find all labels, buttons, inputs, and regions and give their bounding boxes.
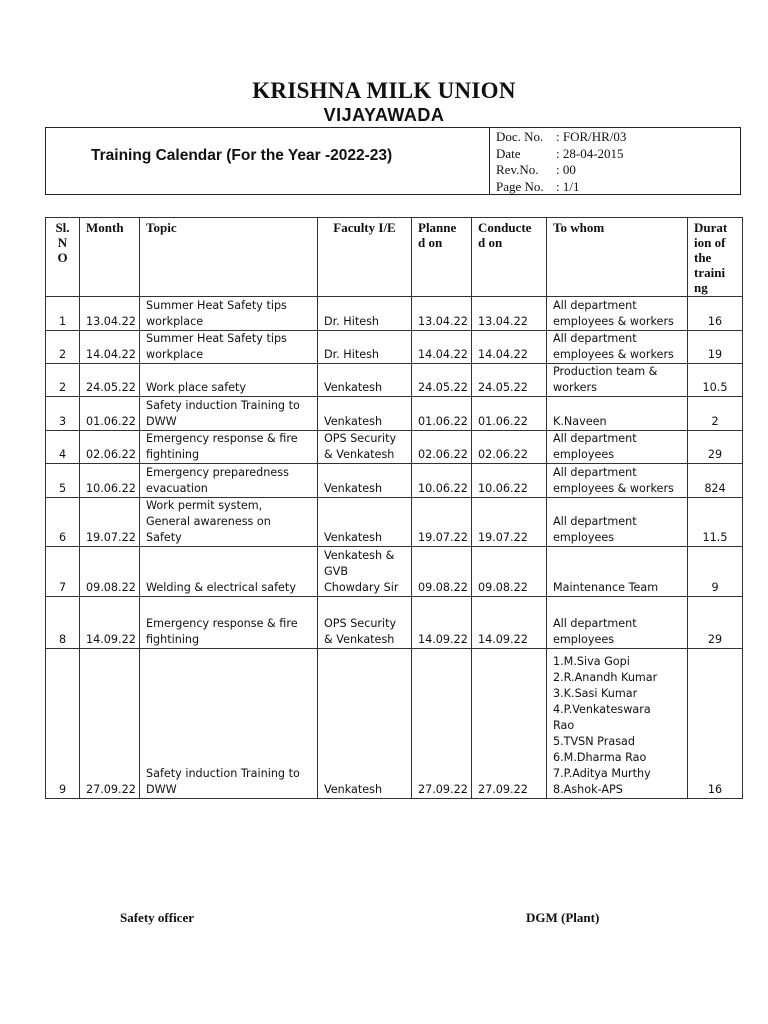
sl-no-cell: 1 xyxy=(46,297,80,331)
location-name: VIJAYAWADA xyxy=(323,105,445,125)
header-faculty: Faculty I/E xyxy=(318,218,412,297)
planned-on-cell: 14.04.22 xyxy=(412,331,472,364)
faculty-cell: OPS Security & Venkatesh xyxy=(318,431,412,464)
month-cell: 13.04.22 xyxy=(80,297,140,331)
planned-on-cell: 14.09.22 xyxy=(412,597,472,649)
date-label: Date xyxy=(496,145,521,161)
topic-cell: Emergency preparedness evacuation xyxy=(140,464,318,498)
to-whom-cell: All department employees & workers xyxy=(547,331,688,364)
document-control-info xyxy=(489,128,740,194)
month-cell: 09.08.22 xyxy=(80,547,140,597)
table-header-row xyxy=(46,218,743,297)
topic-cell: Emergency response & fire fightining xyxy=(140,431,318,464)
header-topic: Topic xyxy=(140,218,318,297)
conducted-on-cell: 24.05.22 xyxy=(472,364,547,397)
month-cell: 10.06.22 xyxy=(80,464,140,498)
faculty-cell: Venkatesh & GVB Chowdary Sir xyxy=(318,547,412,597)
document-header xyxy=(45,127,741,195)
to-whom-cell: All department employees & workers xyxy=(547,297,688,331)
to-whom-cell: 1.M.Siva Gopi 2.R.Anandh Kumar 3.K.Sasi Kumar 4.P.Venkateswara Rao 5.TVSN Prasad 6.M.Dharma Rao 7.P.Aditya Murthy 8.Ashok-APS xyxy=(547,649,688,799)
conducted-on-cell: 13.04.22 xyxy=(472,297,547,331)
header-duration: Durat ion of the traini ng xyxy=(688,218,743,297)
header-conducted: Conducte d on xyxy=(472,218,547,297)
table-row xyxy=(46,547,743,597)
page-row xyxy=(496,179,740,196)
date-row xyxy=(496,146,740,163)
conducted-on-cell: 14.09.22 xyxy=(472,597,547,649)
to-whom-cell: All department employees xyxy=(547,597,688,649)
rev-label: Rev.No. xyxy=(496,162,539,177)
header-month: Month xyxy=(80,218,140,297)
table-row xyxy=(46,364,743,397)
sl-no-cell: 7 xyxy=(46,547,80,597)
page-label: Page No. xyxy=(496,178,544,194)
planned-on-cell: 13.04.22 xyxy=(412,297,472,331)
signature-safety-officer: Safety officer xyxy=(120,910,194,925)
topic-cell: Emergency response & fire fightining xyxy=(140,597,318,649)
table-row xyxy=(46,397,743,431)
month-cell: 14.04.22 xyxy=(80,331,140,364)
faculty-cell: Venkatesh xyxy=(318,649,412,799)
topic-cell: Work place safety xyxy=(140,364,318,397)
conducted-on-cell: 27.09.22 xyxy=(472,649,547,799)
topic-cell: Safety induction Training to DWW xyxy=(140,649,318,799)
planned-on-cell: 02.06.22 xyxy=(412,431,472,464)
duration-cell: 29 xyxy=(688,431,743,464)
doc-no-label: Doc. No. xyxy=(496,129,544,144)
table-row xyxy=(46,464,743,498)
sl-no-cell: 8 xyxy=(46,597,80,649)
table-row xyxy=(46,431,743,464)
conducted-on-cell: 10.06.22 xyxy=(472,464,547,498)
planned-on-cell: 09.08.22 xyxy=(412,547,472,597)
topic-cell: Work permit system, General awareness on Safety xyxy=(140,498,318,547)
sl-no-cell: 2 xyxy=(46,364,80,397)
table-row xyxy=(46,331,743,364)
duration-cell: 29 xyxy=(688,597,743,649)
faculty-cell: Dr. Hitesh xyxy=(318,297,412,331)
faculty-cell: Venkatesh xyxy=(318,464,412,498)
header-to-whom: To whom xyxy=(547,218,688,297)
header-planned: Planne d on xyxy=(412,218,472,297)
header-sl: Sl. N O xyxy=(46,218,80,297)
duration-cell: 824 xyxy=(688,464,743,498)
signature-dgm-plant: DGM (Plant) xyxy=(526,910,600,925)
sl-no-cell: 9 xyxy=(46,649,80,799)
topic-cell: Safety induction Training to DWW xyxy=(140,397,318,431)
faculty-cell: Venkatesh xyxy=(318,364,412,397)
faculty-cell: Dr. Hitesh xyxy=(318,331,412,364)
conducted-on-cell: 14.04.22 xyxy=(472,331,547,364)
topic-cell: Summer Heat Safety tips workplace xyxy=(140,331,318,364)
to-whom-cell: All department employees xyxy=(547,498,688,547)
rev-value: : 00 xyxy=(556,162,576,177)
rev-row xyxy=(496,162,740,179)
planned-on-cell: 19.07.22 xyxy=(412,498,472,547)
faculty-cell: Venkatesh xyxy=(318,397,412,431)
faculty-cell: Venkatesh xyxy=(318,498,412,547)
sl-no-cell: 6 xyxy=(46,498,80,547)
planned-on-cell: 01.06.22 xyxy=(412,397,472,431)
table-row xyxy=(46,498,743,547)
table-row xyxy=(46,649,743,799)
sl-no-cell: 2 xyxy=(46,331,80,364)
planned-on-cell: 24.05.22 xyxy=(412,364,472,397)
to-whom-cell: All department employees xyxy=(547,431,688,464)
faculty-cell: OPS Security & Venkatesh xyxy=(318,597,412,649)
month-cell: 01.06.22 xyxy=(80,397,140,431)
to-whom-cell: K.Naveen xyxy=(547,397,688,431)
page-value: : 1/1 xyxy=(556,178,580,194)
table-row xyxy=(46,297,743,331)
sl-no-cell: 5 xyxy=(46,464,80,498)
duration-cell: 10.5 xyxy=(688,364,743,397)
conducted-on-cell: 19.07.22 xyxy=(472,498,547,547)
month-cell: 02.06.22 xyxy=(80,431,140,464)
month-cell: 27.09.22 xyxy=(80,649,140,799)
doc-no-row xyxy=(496,129,740,146)
month-cell: 14.09.22 xyxy=(80,597,140,649)
conducted-on-cell: 09.08.22 xyxy=(472,547,547,597)
duration-cell: 16 xyxy=(688,297,743,331)
planned-on-cell: 27.09.22 xyxy=(412,649,472,799)
to-whom-cell: Production team & workers xyxy=(547,364,688,397)
conducted-on-cell: 02.06.22 xyxy=(472,431,547,464)
duration-cell: 9 xyxy=(688,547,743,597)
document-title: Training Calendar (For the Year -2022-23) xyxy=(91,147,393,164)
month-cell: 19.07.22 xyxy=(80,498,140,547)
sl-no-cell: 3 xyxy=(46,397,80,431)
duration-cell: 19 xyxy=(688,331,743,364)
duration-cell: 2 xyxy=(688,397,743,431)
conducted-on-cell: 01.06.22 xyxy=(472,397,547,431)
duration-cell: 16 xyxy=(688,649,743,799)
date-value: : 28-04-2015 xyxy=(556,145,624,161)
training-calendar-table xyxy=(45,217,743,799)
to-whom-cell: All department employees & workers xyxy=(547,464,688,498)
topic-cell: Summer Heat Safety tips workplace xyxy=(140,297,318,331)
month-cell: 24.05.22 xyxy=(80,364,140,397)
topic-cell: Welding & electrical safety xyxy=(140,547,318,597)
organization-name: KRISHNA MILK UNION xyxy=(252,78,516,103)
duration-cell: 11.5 xyxy=(688,498,743,547)
planned-on-cell: 10.06.22 xyxy=(412,464,472,498)
doc-no-value: : FOR/HR/03 xyxy=(556,129,627,144)
to-whom-cell: Maintenance Team xyxy=(547,547,688,597)
table-row xyxy=(46,597,743,649)
sl-no-cell: 4 xyxy=(46,431,80,464)
